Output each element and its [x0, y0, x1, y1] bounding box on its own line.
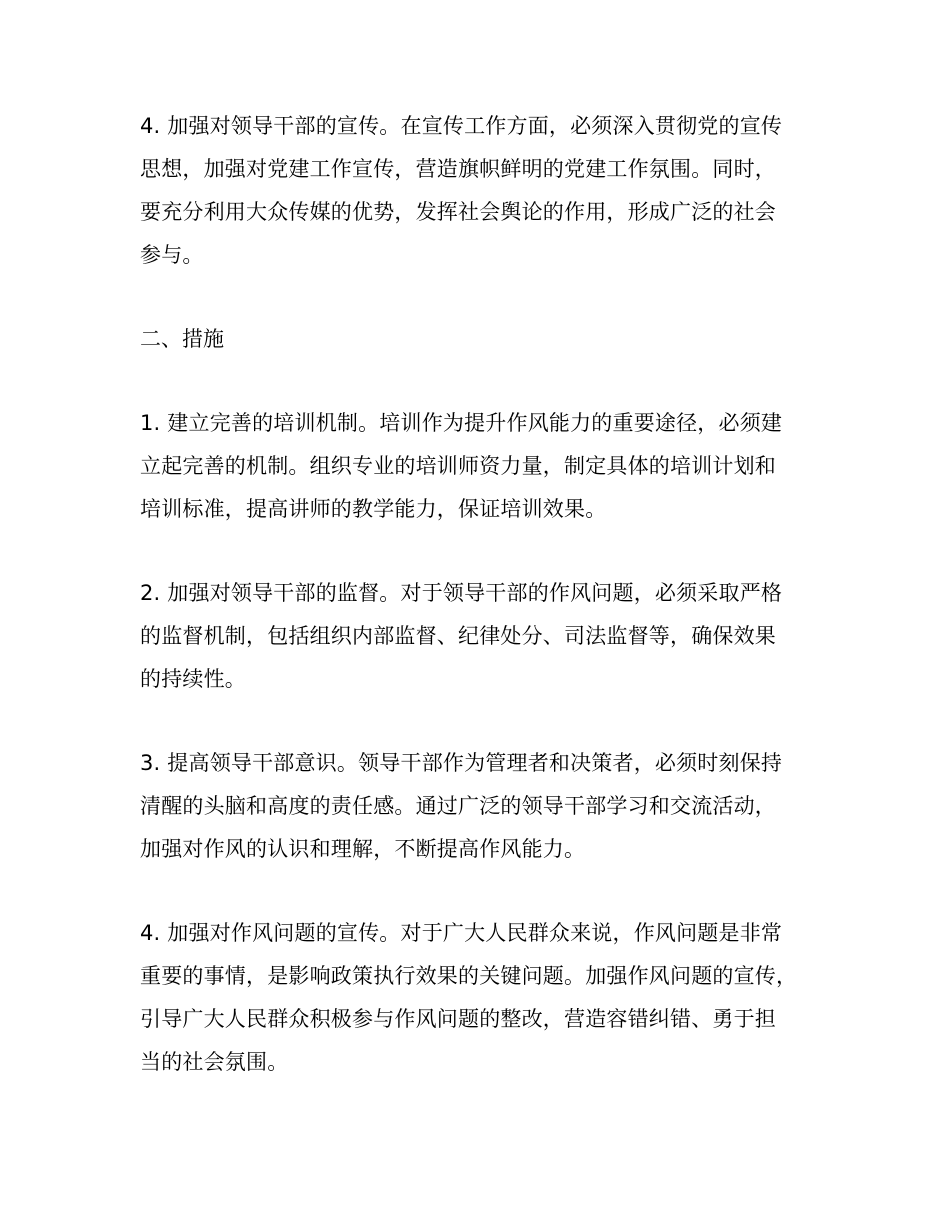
paragraph-publicity-leaders: [140, 105, 830, 277]
text-line: 培训标准，提高讲师的教学能力，保证培训效果。: [140, 497, 607, 521]
text-line: 2. 加强对领导干部的监督。对于领导干部的作风问题，必须采取严格: [140, 581, 783, 605]
paragraph-awareness: [140, 742, 830, 871]
text-line: 重要的事情，是影响政策执行效果的关键问题。加强作风问题的宣传，: [140, 964, 798, 988]
text-line: 引导广大人民群众积极参与作风问题的整改，营造容错纠错、勇于担: [140, 1007, 776, 1031]
paragraph-publicity-style: [140, 912, 830, 1084]
document-body: [140, 105, 830, 1125]
paragraph-training-mechanism: [140, 402, 830, 531]
text-line: 思想，加强对党建工作宣传，营造旗帜鲜明的党建工作氛围。同时，: [140, 157, 776, 181]
section-heading-measures: 二、措施: [140, 327, 224, 351]
text-line: 1. 建立完善的培训机制。培训作为提升作风能力的重要途径，必须建: [140, 411, 783, 435]
text-line: 立起完善的机制。组织专业的培训师资力量，制定具体的培训计划和: [140, 454, 776, 478]
text-line: 加强对作风的认识和理解，不断提高作风能力。: [140, 837, 586, 861]
text-line: 清醒的头脑和高度的责任感。通过广泛的领导干部学习和交流活动，: [140, 794, 776, 818]
text-line: 3. 提高领导干部意识。领导干部作为管理者和决策者，必须时刻保持: [140, 751, 783, 775]
text-line: 的持续性。: [140, 667, 246, 691]
text-line: 当的社会氛围。: [140, 1050, 289, 1074]
text-line: 参与。: [140, 243, 204, 267]
text-line: 的监督机制，包括组织内部监督、纪律处分、司法监督等，确保效果: [140, 624, 776, 648]
text-line: 4. 加强对作风问题的宣传。对于广大人民群众来说，作风问题是非常: [140, 921, 783, 945]
paragraph-supervision: [140, 572, 830, 701]
text-line: 要充分利用大众传媒的优势，发挥社会舆论的作用，形成广泛的社会: [140, 200, 776, 224]
text-line: 4. 加强对领导干部的宣传。在宣传工作方面，必须深入贯彻党的宣传: [140, 114, 783, 138]
